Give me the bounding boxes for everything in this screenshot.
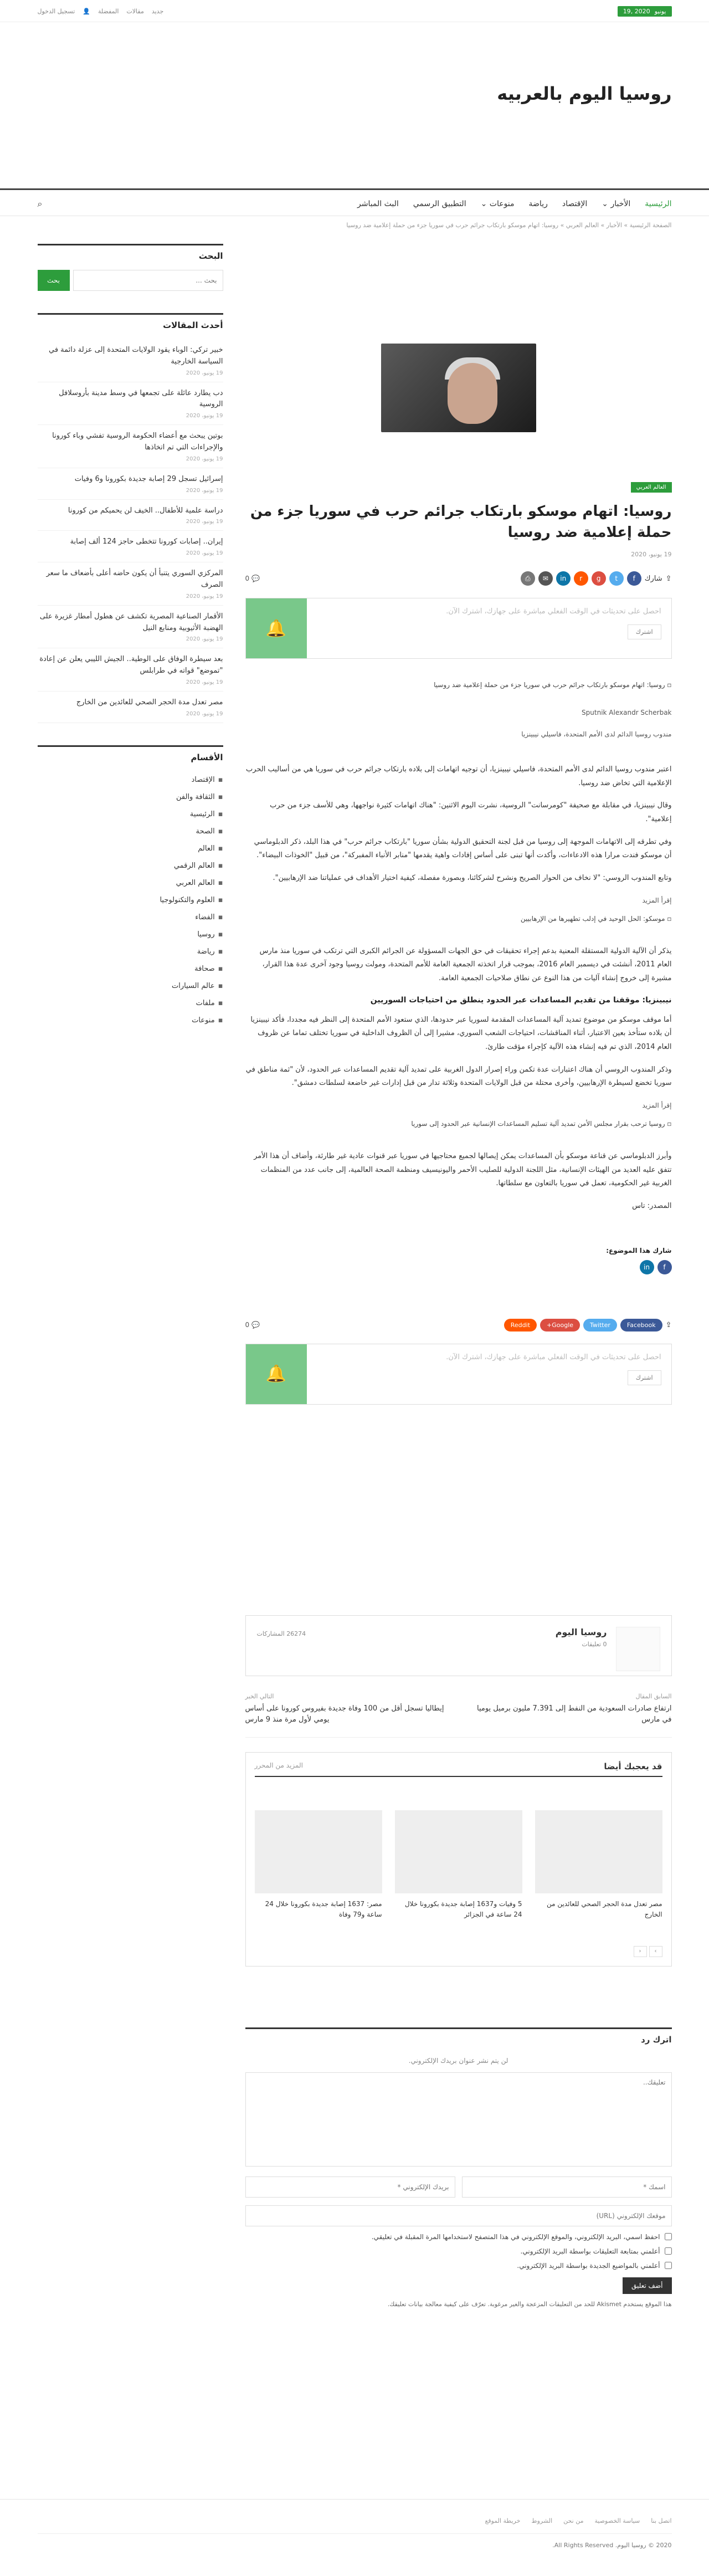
twitter-icon[interactable]: t (609, 571, 624, 586)
folder-icon: ▪ (218, 947, 223, 956)
related-card-image (535, 1810, 662, 1893)
akismet-note: هذا الموقع يستخدم Akismet للحد من التعليقات المزعجة والغير مرغوبة. تعرّف على كيفية معالجة بيانات تعليقك. (387, 2300, 672, 2308)
category-item[interactable] (38, 857, 223, 874)
related-tab-like[interactable]: قد يعجبك أيضا (604, 1761, 662, 1772)
featured-image (381, 344, 536, 432)
chevron-down-icon: ⌄ (480, 199, 487, 208)
comments-icon: 💬 (251, 575, 260, 583)
category-label: منوعات (192, 1016, 215, 1025)
article-date: 19 يونيو، 2020 (631, 551, 672, 559)
save-info-label: احفظ اسمي، البريد الإلكتروني، والموقع الإلكتروني في هذا المتصفح لاستخدامها المرة المقبلة في تعليقي. (371, 2232, 660, 2241)
linkedin-icon[interactable]: in (556, 571, 571, 586)
folder-icon: ▪ (218, 964, 223, 973)
source-line: المصدر: تاس (632, 1201, 672, 1210)
recent-post-date: 19 يونيو، 2020 (186, 593, 223, 600)
category-label: الإقتصاد (191, 775, 215, 784)
share-topic-label: شارك هذا الموضوع: (606, 1246, 672, 1254)
list-item[interactable] (38, 468, 223, 500)
footer-link-contact[interactable]: اتصل بنا (651, 2517, 672, 2524)
category-label: ملفات (196, 998, 215, 1007)
submit-comment-button[interactable]: أضف تعليق (623, 2277, 672, 2294)
post-navigation (245, 1693, 672, 1738)
category-label: الرئيسية (189, 810, 215, 818)
next-post-title: إيطاليا تسجل أقل من 100 وفاة جديدة بفيروس كورونا على أساس يومي لأول مرة منذ 9 مارس (245, 1704, 444, 1724)
folder-icon: ▪ (218, 998, 223, 1007)
featured-image-face (448, 363, 497, 424)
email-field[interactable] (245, 2176, 455, 2198)
related-pager (255, 1946, 662, 1957)
paragraph-7: وذكر المندوب الروسي أن هناك اعتبارات عدة تكمن وراء إصرار الدول الغربية على تمديد آلية تقديم المساعدات عبر الحدود، لأن "ثمة مناطق في سوريا تخضع لسيطرة الإرهابيين، وأخرى محتلة من قبل الولايات المتحدة وثلاثة تدار من قبل إدارات غير خاضعة لسلطات دمشق". (245, 1065, 672, 1088)
recent-post-title: إسرائيل تسجل 29 إصابة جديدة بكورونا و6 وفيات (74, 474, 223, 483)
folder-icon: ▪ (218, 775, 223, 784)
next-post-label: التالي الخبر (245, 1692, 274, 1700)
notify-posts-checkbox-input[interactable] (665, 2262, 672, 2269)
nav-menu (357, 199, 672, 208)
author-name[interactable]: روسيا اليوم (555, 1626, 607, 1637)
related-card-title: مصر: 1637 إصابة جديدة بكورونا خلال 24 ساعة و79 وفاة (265, 1900, 382, 1919)
paragraph-5: يذكر أن الآلية الدولية المستقلة المعنية بدعم إجراء تحقيقات في حق الجهات المسؤولة عن الجرائم الكبرى التي ترتكب في سوريا منذ مارس العام 2011، أنشئت في ديسمبر العام 2016، بموجب قرار اتخذته الجمعية العامة للأمم المتحدة، ومولت روسيا وجود آخرى عدة هذا القرار، مشيرة إلى خروج إنشاء آليات من هذا النوع عن نطاق صلاحيات الجمعية العامة. (259, 946, 672, 982)
folder-icon: ▪ (218, 981, 223, 990)
category-label: العالم الرقمي (173, 861, 215, 870)
broken-image-icon: ▫ (667, 1119, 672, 1128)
footer-link-terms[interactable]: الشروط (531, 2517, 553, 2524)
category-item[interactable] (38, 1012, 223, 1029)
folder-icon: ▪ (218, 861, 223, 870)
share-bar (245, 571, 672, 586)
recent-posts-list (38, 339, 223, 723)
top-links (38, 8, 164, 15)
category-item[interactable] (38, 995, 223, 1012)
article-title: روسيا: اتهام موسكو بارتكاب جرائم حرب في سوريا جزء من حملة إعلامية ضد روسيا (250, 503, 672, 541)
related-grid (255, 1810, 662, 1920)
search-widget-title: البحث (38, 244, 223, 261)
related-card-title: 5 وفيات و1637 إصابة جديدة بكورونا خلال 24 ساعة في الجزائر (404, 1900, 522, 1919)
top-bar (0, 0, 709, 22)
recent-post-date: 19 يونيو، 2020 (186, 370, 223, 376)
recent-posts-title: أحدث المقالات (38, 313, 223, 330)
related-card[interactable] (535, 1810, 662, 1920)
site-logo[interactable]: روسيا اليوم بالعربيه (497, 83, 672, 104)
list-item[interactable] (38, 692, 223, 723)
recent-post-title: بوتين يبحث مع أعضاء الحكومة الروسية تفشي وباء كورونا والإجراءات التي تم اتخاذها (52, 432, 223, 452)
author-comments: 0 تعليقات (582, 1640, 607, 1648)
top-link-favorites[interactable]: المفضلة (97, 7, 119, 15)
reddit-icon[interactable]: r (574, 571, 588, 586)
related-tab-editor[interactable]: المزيد من المحرر (254, 1761, 303, 1770)
footer-link-privacy[interactable]: سياسة الخصوصية (594, 2517, 640, 2524)
recent-post-title: المركزي السوري يتنبأ أن يكون حاضه أعلى بأضعاف ما سعر الصرف (46, 569, 223, 589)
comment-textarea[interactable] (245, 2072, 672, 2167)
search-button[interactable]: بحث (38, 270, 70, 291)
nav-item-app[interactable]: التطبيق الرسمي (413, 199, 466, 208)
notify-comments-label: أعلمني بمتابعة التعليقات بواسطة البريد الإلكتروني. (520, 2247, 660, 2255)
date-label: 2020 ,19 (623, 7, 650, 15)
notify-text: احصل على تحديثات في الوقت الفعلي مباشرة على جهازك، اشترك الآن. (446, 607, 661, 616)
category-label: العلوم والتكنولوجيا (160, 895, 215, 904)
related-posts (245, 1752, 672, 1966)
nav-item-live[interactable]: البث المباشر (357, 199, 399, 208)
paragraph-3: وفي تطرقه إلى الاتهامات الموجهة إلى روسيا من قبل لجنة التحقيق الدولية بشأن سوريا "بارتكاب جرائم حرب" في هذا البلد، ذكر الدبلوماسي أن موسكو فندت مرارا هذه الادعاءات، وأكدت أنها تبنى على أساس إفادات واهية يقدمها "منابر الأنباء المفبركة"، من قبيل "الخوذات البيضاء". (254, 837, 672, 860)
category-item[interactable] (38, 977, 223, 995)
list-item[interactable] (38, 606, 223, 649)
category-label: الصحة (196, 827, 215, 836)
categories-list (38, 771, 223, 1029)
share-pills (504, 1319, 672, 1331)
footer-links (38, 2500, 672, 2533)
list-item[interactable] (38, 382, 223, 426)
related-card[interactable] (395, 1810, 522, 1920)
paragraph-1: اعتبر مندوب روسيا الدائم لدى الأمم المتحدة، فاسيلي نيبينزيا، أن توجيه اتهامات إلى بلاده بارتكاب جرائم حرب في سوريا هي من أساليب الحرب الإعلامية التي تخاض ضد روسيا. (246, 765, 672, 787)
category-item[interactable] (38, 960, 223, 977)
category-item[interactable] (38, 892, 223, 909)
article-image-alt: روسيا: اتهام موسكو بارتكاب جرائم حرب في سوريا جزء من حملة إعلامية ضد روسيا (434, 681, 665, 689)
folder-icon: ▪ (218, 1016, 223, 1025)
footer-link-about[interactable]: من نحن (563, 2517, 584, 2524)
related-card-image (395, 1810, 522, 1893)
author-details (556, 1627, 607, 1665)
broken-image-icon: ▫ (667, 914, 672, 923)
notify-text-block (307, 598, 671, 658)
category-item[interactable] (38, 806, 223, 823)
share-label: شارك (644, 574, 662, 583)
name-email-row (245, 2176, 672, 2198)
category-item[interactable] (38, 840, 223, 857)
share-twitter-button[interactable]: Twitter (583, 1319, 617, 1331)
category-label: العالم (198, 844, 215, 853)
recent-post-title: مصر تعدل مدة الحجر الصحي للعائدين من الخارج (76, 698, 223, 706)
notify-box (245, 598, 672, 659)
category-item[interactable] (38, 926, 223, 943)
prev-post-title: ارتفاع صادرات السعودية من النفط إلى 7.391 مليون برميل يوميا في مارس (476, 1704, 672, 1724)
category-badge[interactable]: العالم العربي (631, 482, 672, 493)
category-item[interactable] (38, 788, 223, 806)
folder-icon: ▪ (218, 844, 223, 853)
recent-post-date: 19 يونيو، 2020 (186, 413, 223, 419)
share-icon: ⇪ (665, 574, 672, 583)
search-widget (38, 244, 223, 291)
read-more-label-1: إقرأ المزيد (642, 896, 672, 904)
article-subheading: نيبينزيا: موقفنا من تقديم المساعدات عبر الحدود ينطلق من احتياجات السوريين (370, 995, 672, 1005)
comments-count-bottom-value: 0 (245, 1321, 250, 1329)
notify-posts-checkbox[interactable] (245, 2262, 672, 2270)
pager-prev-button[interactable]: ‹ (634, 1946, 647, 1957)
recent-post-title: إيران.. إصابات كورونا تتخطى حاجز 124 ألف إصابة (70, 537, 223, 546)
copyright: 2020 © روسيا اليوم. All Rights Reserved. (38, 2533, 672, 2549)
categories-title: الأقسام (38, 745, 223, 762)
reply-title: اترك رد (245, 2027, 672, 2045)
prev-post-label: السابق المقال (635, 1692, 672, 1700)
email-icon[interactable]: ✉ (538, 571, 553, 586)
notify-text-bottom: احصل على تحديثات في الوقت الفعلي مباشرة على جهازك، اشترك الآن. (446, 1353, 661, 1361)
comment-form (245, 2027, 672, 2308)
recent-post-date: 19 يونيو، 2020 (186, 710, 223, 717)
image-caption: مندوب روسيا الدائم لدى الأمم المتحدة، فاسيلي نيبينزيا (521, 730, 672, 739)
category-label: الفضاء (195, 913, 215, 921)
linkedin-icon[interactable]: in (640, 1260, 654, 1274)
category-item[interactable] (38, 909, 223, 926)
article-body (245, 681, 672, 1213)
next-post[interactable] (245, 1693, 450, 1727)
save-info-checkbox-input[interactable] (665, 2233, 672, 2240)
bell-icon: 🔔 (246, 1344, 307, 1404)
paragraph-8: وأبرز الدبلوماسي عن قناعة موسكو بأن المساعدات يمكن إيصالها لجميع محتاجيها في سوريا عبر قنوات عادية غير طارئة، وأضاف أن هذا الأمر تتفق عليه العديد من الهيئات الإنسانية، مثل اللجنة الدولية للصليب الأحمر واليونيسيف ومنظمة الصحة العالمية، إلى جانب عدد من المنظمات الغربية غير الحكومية، تعمل في سوريا بالتعاون مع سلطاتها. (254, 1151, 672, 1188)
paragraph-6: أما موقف موسكو من موضوع تمديد آلية المساعدات المقدمة لسوريا عبر حدودها، الذي ستعود الأمم المتحدة إلى النظر فيه مجددا، فأكد نيبينزيا أن بلاده ستأخذ بعين الاعتبار، أثناء المناقشات، احتياجات الشعب السوري، مشيرا إلى أن الظروف الداخلية في سوريا تختلف تماما عن ظروف العام 2014، الذي تم فيه إنشاء هذه الآلية كإجراء مؤقت طارئ. (250, 1015, 672, 1052)
category-item[interactable] (38, 874, 223, 892)
category-item[interactable] (38, 771, 223, 788)
facebook-icon[interactable]: f (657, 1260, 672, 1274)
related-image-2[interactable] (245, 1120, 672, 1128)
share-buttons (521, 571, 672, 586)
bell-icon: 🔔 (246, 598, 307, 658)
site-header (0, 22, 709, 188)
image-credit: Sputnik Alexandr Scherbak (582, 709, 672, 717)
author-posts: 26274 المشاركات (256, 1630, 306, 1637)
folder-icon: ▪ (218, 913, 223, 921)
folder-icon: ▪ (218, 930, 223, 939)
search-box (38, 270, 223, 291)
author-box (245, 1615, 672, 1676)
search-icon[interactable]: ⌕ (37, 198, 43, 209)
facebook-icon[interactable]: f (627, 571, 641, 586)
notify-comments-checkbox[interactable] (245, 2247, 672, 2255)
login-link[interactable]: تسجيل الدخول (37, 7, 75, 15)
folder-icon: ▪ (218, 827, 223, 836)
related-image-2-alt: روسيا ترحب بقرار مجلس الأمن تمديد آلية تسليم المساعدات الإنسانية عبر الحدود إلى سوريا (411, 1119, 665, 1128)
reply-note: لن يتم نشر عنوان بريدك الإلكتروني. (408, 2056, 508, 2065)
top-link-new[interactable]: جديد (151, 7, 164, 15)
nav-item-sports[interactable]: رياضة (528, 199, 548, 208)
list-item[interactable] (38, 531, 223, 562)
list-item[interactable] (38, 425, 223, 468)
user-icon[interactable]: 👤 (83, 7, 90, 15)
share-facebook-button[interactable]: Facebook (620, 1319, 662, 1331)
recent-posts-widget (38, 313, 223, 723)
list-item[interactable] (38, 562, 223, 606)
nav-item-economy[interactable]: الإقتصاد (562, 199, 588, 208)
chevron-down-icon: ⌄ (602, 199, 609, 208)
notify-text-block-bottom (307, 1344, 671, 1404)
share-topic-icons (245, 1260, 672, 1274)
related-card-image (255, 1810, 382, 1893)
comments-count-bottom[interactable] (245, 1321, 260, 1329)
recent-post-date: 19 يونيو، 2020 (186, 519, 223, 525)
share-icon: ⇪ (665, 1320, 672, 1329)
breadcrumb: الصفحة الرئيسية » الأخبار » العالم العربي » روسيا: اتهام موسكو بارتكاب جرائم حرب في سوريا جزء من حملة إعلامية ضد روسيا (346, 222, 672, 229)
read-more-label-2: إقرأ المزيد (642, 1102, 672, 1110)
recent-post-date: 19 يونيو، 2020 (186, 679, 223, 685)
recent-post-title: دب يطارد عائلة على تجمعها في وسط مدينة بأروسلافل الروسية (59, 388, 223, 409)
article-image-placeholder (245, 681, 672, 689)
comments-count-value: 0 (245, 575, 250, 583)
folder-icon: ▪ (218, 895, 223, 904)
category-label: صحافة (194, 964, 215, 973)
share-bar-bottom (245, 1319, 672, 1331)
avatar[interactable] (616, 1627, 660, 1671)
top-link-articles[interactable]: مقالات (126, 7, 144, 15)
notify-posts-label: أعلمني بالمواضيع الجديدة بواسطة البريد الإلكتروني. (517, 2261, 660, 2270)
nav-item-home[interactable]: الرئيسية (645, 199, 672, 208)
footer-link-sitemap[interactable]: خريطة الموقع (485, 2517, 521, 2524)
related-card[interactable] (255, 1810, 382, 1920)
category-label: رياضة (197, 947, 215, 956)
category-label: عالم السيارات (172, 981, 215, 990)
notify-comments-checkbox-input[interactable] (665, 2247, 672, 2255)
date-badge (618, 6, 672, 17)
recent-post-title: بعد سيطرة الوفاق على الوطية.. الجيش الليبي يعلن عن إعادة "تموضع" قواته في طرابلس (39, 655, 223, 675)
list-item[interactable] (38, 648, 223, 692)
related-card-title: مصر تعدل مدة الحجر الصحي للعائدين من الخارج (547, 1900, 662, 1919)
list-item[interactable] (38, 339, 223, 382)
category-label: الثقافة والفن (176, 792, 215, 801)
sidebar (38, 244, 223, 2308)
nav-item-news-label: الأخبار (610, 199, 631, 208)
related-header (255, 1761, 662, 1777)
site-footer (0, 2499, 709, 2549)
folder-icon: ▪ (218, 810, 223, 818)
comments-count[interactable] (245, 575, 260, 582)
notify-box-bottom (245, 1344, 672, 1405)
google-icon[interactable]: g (592, 571, 606, 586)
recent-post-date: 19 يونيو، 2020 (186, 455, 223, 462)
category-label: العالم العربي (176, 878, 215, 887)
category-item[interactable] (38, 823, 223, 840)
folder-icon: ▪ (218, 878, 223, 887)
website-field[interactable] (245, 2205, 672, 2226)
share-reddit-button[interactable]: Reddit (504, 1319, 537, 1331)
date-extra: يونيو (654, 7, 666, 15)
prev-post[interactable] (467, 1693, 672, 1727)
recent-post-title: دراسة علمية للأطفال.. الخيف لن يحميكم من كورونا (68, 506, 223, 515)
nav-item-misc[interactable] (481, 199, 515, 208)
categories-widget (38, 745, 223, 1029)
category-label: روسيا (197, 930, 215, 939)
paragraph-4: وتابع المندوب الروسي: "لا نخاف من الحوار الصريح ونشرح لشركائنا، وبصورة مفصلة، كيفية اختيار الأهداف في عملياتنا ضد الإرهابيين". (273, 874, 672, 883)
recent-post-date: 19 يونيو، 2020 (186, 636, 223, 643)
list-item[interactable] (38, 500, 223, 531)
recent-post-title: خبير تركي: الوباء يقود الولايات المتحدة إلى عزلة دائمة في السياسة الخارجية (48, 346, 223, 366)
save-info-checkbox[interactable] (245, 2233, 672, 2241)
category-item[interactable] (38, 943, 223, 960)
related-image-1-alt: موسكو: الحل الوحيد في إدلب تطهيرها من الإرهابيين (520, 914, 665, 923)
folder-icon: ▪ (218, 792, 223, 801)
pager-next-button[interactable]: › (649, 1946, 662, 1957)
author-info (556, 1627, 660, 1665)
recent-post-title: الأقمار الصناعية المصرية تكشف عن هطول أمطار غزيرة على الهضبة الأثيوبية ومنابع النيل (39, 612, 223, 632)
recent-post-date: 19 يونيو، 2020 (186, 550, 223, 557)
main-nav (0, 188, 709, 216)
share-google-button[interactable]: Google+ (540, 1319, 580, 1331)
related-image-1[interactable] (245, 915, 672, 923)
recent-post-date: 19 يونيو، 2020 (186, 487, 223, 494)
paragraph-2: وقال نيبينزيا، في مقابلة مع صحيفة "كومرسانت" الروسية، نشرت اليوم الاثنين: "هناك اتهامات كثيرة نواجهها، وهي للأسف جزء من حرب إعلامية". (270, 801, 672, 824)
broken-image-icon: ▫ (667, 681, 672, 689)
article-main (245, 244, 672, 2308)
subscribe-button[interactable]: اشترك (628, 624, 661, 639)
name-field[interactable] (462, 2176, 672, 2198)
subscribe-button-bottom[interactable]: اشترك (628, 1370, 661, 1385)
nav-item-news[interactable] (602, 199, 630, 208)
website-row (245, 2198, 672, 2226)
print-icon[interactable]: ⎙ (521, 571, 535, 586)
comments-icon: 💬 (251, 1321, 260, 1329)
search-input[interactable] (73, 270, 223, 291)
nav-item-misc-label: منوعات (489, 199, 515, 208)
